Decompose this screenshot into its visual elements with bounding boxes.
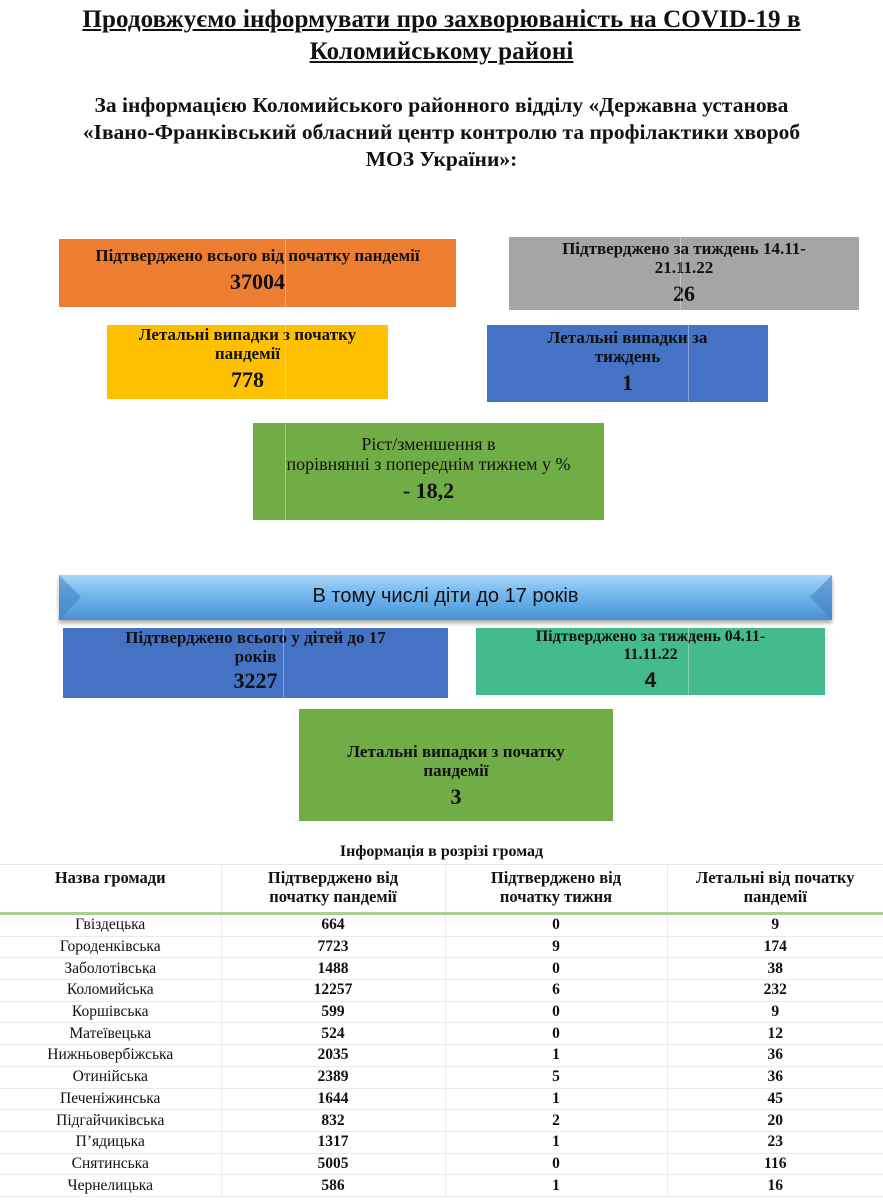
card-value: - 18,2 — [402, 478, 455, 503]
table-row — [0, 1088, 883, 1110]
children-weekly-confirmed-card — [476, 628, 825, 695]
confirmed-week-cell: 9 — [445, 936, 667, 958]
confirmed-week-cell: 1 — [445, 1175, 667, 1197]
table-row — [0, 1153, 883, 1175]
deaths-total-cell: 45 — [667, 1088, 883, 1110]
header-line-1: Підтверджено від — [490, 868, 622, 887]
confirmed-total-cell: 7723 — [221, 936, 445, 958]
confirmed-week-cell: 0 — [445, 1001, 667, 1023]
card-value: 37004 — [230, 269, 285, 294]
table-row — [0, 914, 883, 937]
deaths-total-cell: 20 — [667, 1110, 883, 1132]
table-row — [0, 1066, 883, 1088]
banner-text: В тому числі діти до 17 років — [312, 585, 579, 607]
community-name-cell: Матеївецька — [0, 1023, 221, 1045]
table-caption: Інформація в розрізі громад — [339, 843, 544, 860]
table-row — [0, 958, 883, 980]
confirmed-total-cell: 664 — [221, 914, 445, 937]
card-label-line-2: пандемії — [214, 344, 281, 363]
confirmed-total-cell: 5005 — [221, 1153, 445, 1175]
confirmed-total-cell: 832 — [221, 1110, 445, 1132]
divider — [680, 237, 681, 310]
card-label-line-2: тиждень — [594, 347, 661, 366]
header-line-1: Підтверджено від — [267, 868, 399, 887]
source-line-1: За інформацією Коломийського районного відділу «Державна установа — [94, 93, 789, 117]
deaths-total-cell: 174 — [667, 936, 883, 958]
table-row — [0, 1001, 883, 1023]
source-attribution — [14, 92, 869, 173]
card-value: 26 — [673, 281, 695, 306]
card-value: 778 — [231, 367, 264, 392]
deaths-total-cell: 16 — [667, 1175, 883, 1197]
source-line-3: МОЗ України»: — [365, 147, 518, 171]
confirmed-total-cell: 1317 — [221, 1131, 445, 1153]
card-label-line-1: Летальні випадки з початку — [138, 325, 357, 344]
column-header-deaths-total — [667, 865, 883, 914]
community-name-cell: П’ядицька — [0, 1131, 221, 1153]
divider — [285, 239, 286, 307]
card-label-line-1: Летальні випадки з початку — [347, 742, 565, 761]
card-label-line-2: 21.11.22 — [654, 258, 714, 277]
table-row — [0, 1110, 883, 1132]
confirmed-total-cell: 599 — [221, 1001, 445, 1023]
weekly-change-card — [253, 423, 604, 520]
weekly-deaths-card — [487, 325, 768, 402]
deaths-total-cell: 116 — [667, 1153, 883, 1175]
card-label-line-1: Летальні випадки за — [547, 328, 708, 347]
community-name-cell: Гвіздецька — [0, 914, 221, 937]
card-label-line-1: Підтверджено за тиждень 14.11- — [562, 239, 806, 258]
card-label-line-2: 11.11.22 — [623, 646, 678, 663]
card-label-line-1: Підтверджено за тиждень 04.11- — [535, 628, 766, 645]
community-name-cell: Коломийська — [0, 980, 221, 1002]
confirmed-total-cell: 2389 — [221, 1066, 445, 1088]
divider — [688, 325, 689, 402]
community-name-cell: Снятинська — [0, 1153, 221, 1175]
column-header-confirmed-total — [221, 865, 445, 914]
children-section-banner — [59, 575, 832, 620]
children-total-deaths-card — [299, 709, 613, 821]
card-value: 4 — [644, 669, 657, 692]
confirmed-total-cell: 524 — [221, 1023, 445, 1045]
card-value: 1 — [622, 370, 633, 395]
header-line-2: початку тижня — [499, 887, 613, 906]
header-line-2: початку пандемії — [269, 887, 397, 906]
card-label-line-1: Ріст/зменшення в — [361, 434, 496, 454]
confirmed-week-cell: 0 — [445, 1023, 667, 1045]
confirmed-week-cell: 0 — [445, 1153, 667, 1175]
card-label: Підтверджено всього від початку пандемії — [95, 246, 420, 265]
column-header-confirmed-week — [445, 865, 667, 914]
total-deaths-card — [107, 325, 388, 399]
community-name-cell: Підгайчиківська — [0, 1110, 221, 1132]
card-label-line-1: Підтверджено всього у дітей до 17 — [125, 628, 386, 647]
deaths-total-cell: 36 — [667, 1066, 883, 1088]
divider — [688, 628, 689, 695]
header-line-2: пандемії — [743, 887, 807, 906]
page-title — [0, 4, 883, 68]
community-name-cell: Нижньовербіжська — [0, 1045, 221, 1067]
confirmed-week-cell: 0 — [445, 914, 667, 937]
confirmed-week-cell: 5 — [445, 1066, 667, 1088]
title-line-2: Коломийському районі — [309, 38, 574, 65]
community-name-cell: Коршівська — [0, 1001, 221, 1023]
source-line-2: «Івано-Франківський обласний центр контролю та профілактики хвороб — [82, 120, 801, 144]
confirmed-total-cell: 12257 — [221, 980, 445, 1002]
header-line-1: Летальні від початку — [696, 868, 855, 887]
table-row — [0, 936, 883, 958]
column-header-community — [0, 865, 221, 914]
confirmed-week-cell: 1 — [445, 1088, 667, 1110]
deaths-total-cell: 12 — [667, 1023, 883, 1045]
table-row — [0, 1175, 883, 1197]
community-name-cell: Городенківська — [0, 936, 221, 958]
card-value: 3 — [450, 784, 462, 809]
confirmed-total-cell: 586 — [221, 1175, 445, 1197]
confirmed-total-cell: 1644 — [221, 1088, 445, 1110]
deaths-total-cell: 36 — [667, 1045, 883, 1067]
title-line-1: Продовжуємо інформувати про захворюваність на COVID-19 в — [82, 6, 801, 33]
card-label-line-2: порівнянні з попереднім тижнем у % — [286, 454, 571, 474]
deaths-total-cell: 23 — [667, 1131, 883, 1153]
table-body — [0, 914, 883, 1197]
confirmed-week-cell: 1 — [445, 1131, 667, 1153]
weekly-confirmed-card — [509, 237, 859, 310]
confirmed-week-cell: 0 — [445, 958, 667, 980]
community-name-cell: Заболотівська — [0, 958, 221, 980]
deaths-total-cell: 9 — [667, 1001, 883, 1023]
total-confirmed-card — [59, 239, 456, 307]
table-row — [0, 1131, 883, 1153]
divider — [285, 423, 286, 520]
header-line-1: Назва громади — [54, 868, 166, 887]
table-row — [0, 1045, 883, 1067]
card-value: 3227 — [233, 668, 278, 693]
table-header-row — [0, 865, 883, 914]
divider — [285, 325, 286, 399]
deaths-total-cell: 232 — [667, 980, 883, 1002]
community-name-cell: Отинійська — [0, 1066, 221, 1088]
confirmed-total-cell: 1488 — [221, 958, 445, 980]
confirmed-week-cell: 1 — [445, 1045, 667, 1067]
communities-table — [0, 864, 883, 1197]
card-label-line-2: пандемії — [423, 761, 489, 780]
deaths-total-cell: 9 — [667, 914, 883, 937]
children-total-confirmed-card — [63, 628, 448, 698]
deaths-total-cell: 38 — [667, 958, 883, 980]
confirmed-week-cell: 2 — [445, 1110, 667, 1132]
confirmed-total-cell: 2035 — [221, 1045, 445, 1067]
community-name-cell: Печеніжинська — [0, 1088, 221, 1110]
card-label-line-2: років — [234, 647, 277, 666]
divider — [283, 628, 284, 698]
table-row — [0, 1023, 883, 1045]
confirmed-week-cell: 6 — [445, 980, 667, 1002]
table-row — [0, 980, 883, 1002]
community-name-cell: Чернелицька — [0, 1175, 221, 1197]
